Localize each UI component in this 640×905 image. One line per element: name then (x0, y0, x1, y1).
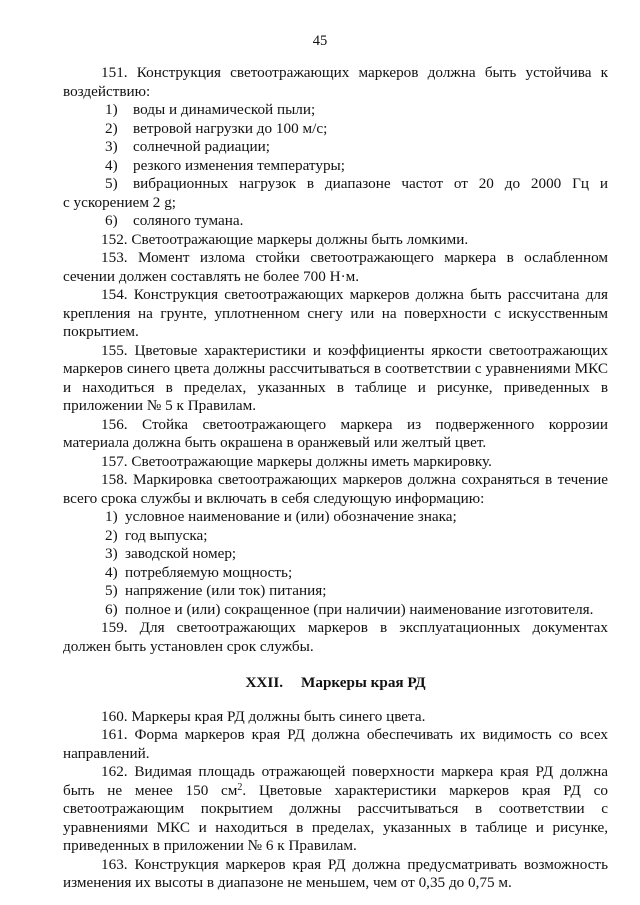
page-number: 45 (312, 33, 328, 49)
list-item: 1) воды и динамической пыли; (105, 101, 316, 118)
paragraph-160: 160. Маркеры края РД должны быть синего цвета. (101, 707, 426, 725)
paragraph-154: 154. Конструкция светоотражающих маркеров должна быть рассчитана для крепления на грунте, уплотненном снегу или на поверхности с искусственным покрытием. (63, 286, 608, 340)
list-item: 6) полное и (или) сокращенное (при наличии) наименование изготовителя. (105, 600, 594, 618)
list-item: 4) потребляемую мощность; (105, 563, 293, 581)
section-heading (63, 674, 608, 693)
paragraph-152: 152. Светоотражающие маркеры должны быть ломкими. (101, 230, 469, 248)
list-item: 1) условное наименование и (или) обозначение знака; (105, 508, 457, 525)
list-item: 6) соляного тумана. (105, 212, 244, 229)
list-item: 4) резкого изменения температуры; (105, 156, 345, 174)
paragraph-156: 156. Стойка светоотражающего маркера из подверженного коррозии материала должна быть окрашена в оранжевый или желтый цвет. (63, 415, 608, 451)
paragraph-151: 151. Конструкция светоотражающих маркеров должна быть устойчива к воздействию: (63, 64, 608, 100)
section-title: Маркеры края РД (301, 674, 426, 691)
list-item: 3) заводской номер; (105, 545, 237, 562)
section-number: XXII. (245, 674, 284, 691)
paragraph-159: 159. Для светоотражающих маркеров в эксплуатационных документах должен быть установлен срок службы. (63, 619, 608, 655)
page-content (63, 64, 608, 893)
paragraph-153: 153. Момент излома стойки светоотражающего маркера в ослабленном сечении должен составлять не более 700 Н·м. (63, 249, 608, 285)
paragraph-155: 155. Цветовые характеристики и коэффициенты яркости светоотражающих маркеров синего цвета должны рассчитываться в соответствии с уравнениями МКС и находиться в пределах, указанных в таблице и рисунке, приведенных в приложении № 5 к Правилам. (63, 341, 608, 414)
list-item: 5) напряжение (или ток) питания; (105, 582, 327, 599)
list-item-continuation: с ускорением 2 g; (63, 193, 177, 211)
paragraph-161: 161. Форма маркеров края РД должна обеспечивать их видимость со всех направлений. (63, 726, 608, 762)
list-item: 2) ветровой нагрузки до 100 м/с; (105, 119, 328, 137)
paragraph-162: 162. Видимая площадь отражающей поверхности маркера края РД должна быть не менее 150 $см^2$. Цветовые характеристики маркеров края РД со светоотражающим покрытием должны рассчитываться в соответствии с уравнениями МКС и находиться в пределах, указанных в таблице и рисунке, приведенных в приложении № 6 к Правилам. (63, 763, 608, 854)
paragraph-157: 157. Светоотражающие маркеры должны иметь маркировку. (101, 452, 492, 470)
paragraph-158: 158. Маркировка светоотражающих маркеров должна сохраняться в течение всего срока службы и включать в себя следующую информацию: (63, 471, 608, 507)
paragraph-163: 163. Конструкция маркеров края РД должна предусматривать возможность изменения их высоты в диапазоне не меньшем, чем от 0,35 до 0,75 м. (63, 855, 608, 891)
list-item: 5) вибрационных нагрузок в диапазоне частот от 20 до 2000 Гц и (105, 175, 608, 192)
list-item: 2) год выпуска; (105, 526, 208, 544)
list-item: 3) солнечной радиации; (105, 138, 271, 155)
